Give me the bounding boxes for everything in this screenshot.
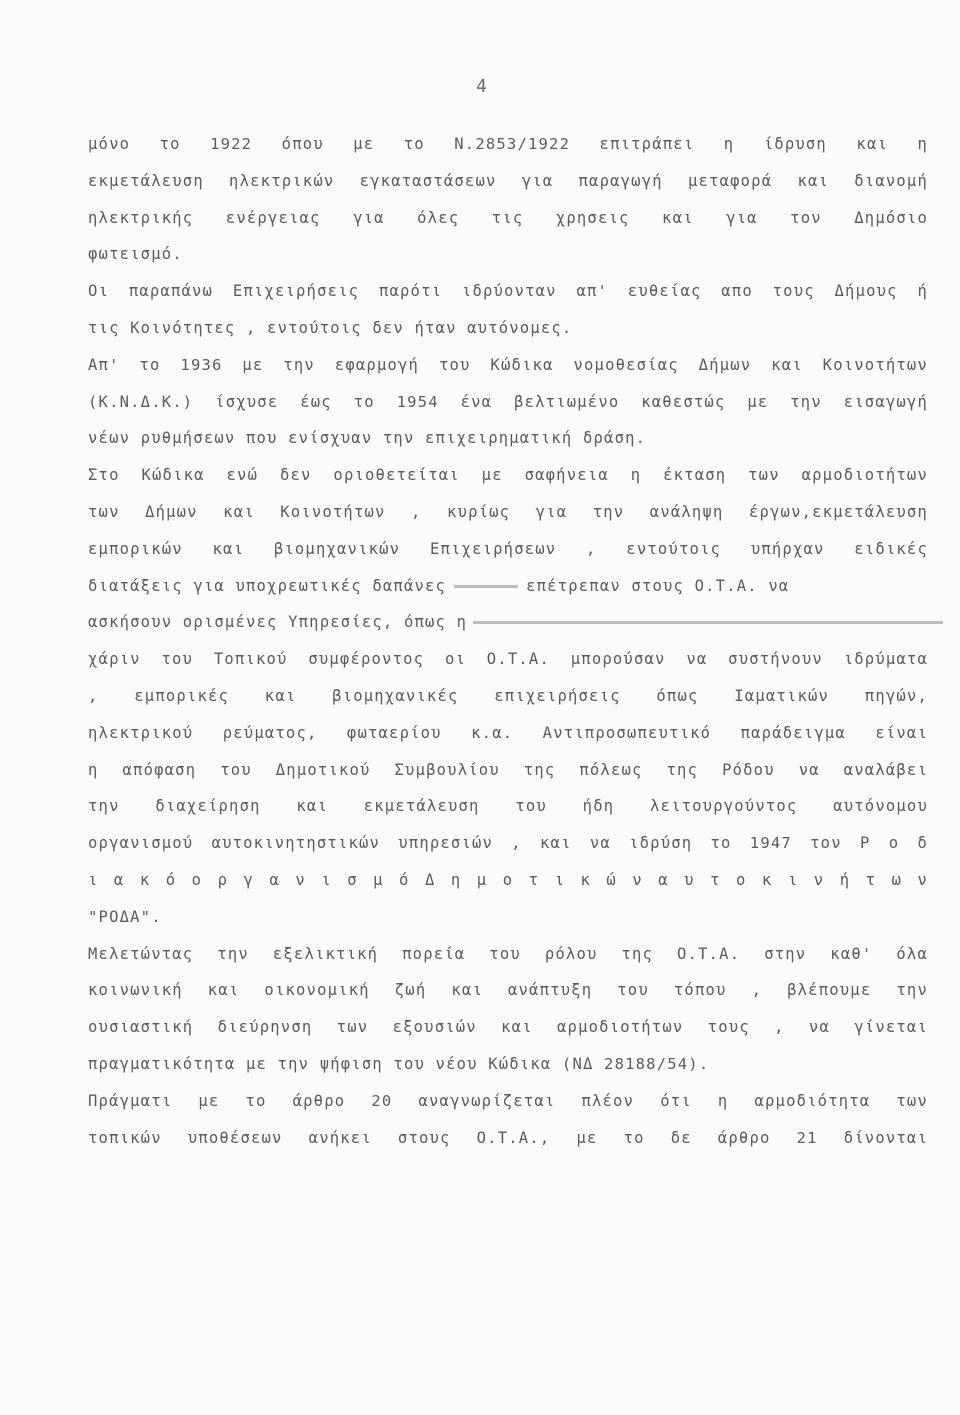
text-line: Μελετώντας την εξελικτική πορεία του ρόλου της Ο.Τ.Α. στην καθ' όλα (88, 944, 928, 963)
text-line: ουσιαστική διεύρηνση των εξουσιών και αρμοδιοτήτων τους , να γίνεται (88, 1018, 928, 1037)
text-line: νέων ρυθμήσεων που ενίσχυαν την επιχειρηματική δράση. (88, 429, 647, 448)
text-line: ηλεκτρικής ενέργειας για όλες τις χρησεις και για τον Δημόσιο (88, 208, 928, 227)
text-line: φωτεισμό. (88, 245, 183, 264)
text-segment: διατάξεις για υποχρεωτικές δαπάνες (88, 576, 447, 595)
page-number: 4 (476, 76, 487, 97)
text-line: ηλεκτρικού ρεύματος, φωταερίου κ.α. Αντιπροσωπευτικό παράδειγμα είναι (88, 723, 928, 742)
redaction-mark (473, 621, 943, 624)
text-line: η απόφαση του Δημοτικού Συμβουλίου της πόλεως της Ρόδου να αναλάβει (88, 760, 928, 779)
redaction-mark (454, 585, 518, 588)
text-line: εκμετάλευση ηλεκτρικών εγκαταστάσεων για παραγωγή μεταφορά και διανομή (88, 171, 928, 190)
text-line: οργανισμού αυτοκινητηστικών υπηρεσιών , και να ιδρύση το 1947 τον Ρ ο δ (88, 834, 928, 853)
text-line: , εμπορικές και βιομηχανικές επιχειρήσεις όπως Ιαματικών πηγών, (88, 686, 928, 705)
text-line: κοινωνική και οικονομική ζωή και ανάπτυξη του τόπου , βλέπουμε την (88, 981, 928, 1000)
text-line: εμπορικών και βιομηχανικών Επιχειρήσεων , εντούτοις υπήρχαν ειδικές (88, 539, 928, 558)
text-line: μόνο το 1922 όπου με το Ν.2853/1922 επιτράπει η ίδρυση και η (88, 135, 928, 153)
text-line (88, 568, 928, 605)
text-line: τις Κοινότητες , εντούτοις δεν ήταν αυτόνομες. (88, 318, 573, 337)
text-segment: ασκήσουν ορισμένες Υπηρεσίες, όπως η (88, 613, 468, 632)
text-line: χάριν του Τοπικού συμφέροντος οι Ο.Τ.Α. μπορούσαν να συστήνουν ιδρύματα (88, 650, 928, 669)
text-line: Πράγματι με το άρθρο 20 αναγνωρίζεται πλέον ότι η αρμοδιότητα των (88, 1091, 928, 1110)
text-line: πραγματικότητα με την ψήφιση του νέου Κώδικα (ΝΔ 28188/54). (88, 1054, 710, 1073)
text-line: Απ' το 1936 με την εφαρμογή του Κώδικα νομοθεσίας Δήμων και Κοινοτήτων (88, 355, 928, 374)
text-line (88, 604, 928, 641)
text-line: των Δήμων και Κοινοτήτων , κυρίως για την ανάληψη έργων,εκμετάλευση (88, 502, 928, 521)
text-line: την διαχείρηση και εκμετάλευση του ήδη λειτουργούντος αυτόνομου (88, 797, 928, 816)
body-text (88, 126, 928, 1156)
text-line: ι α κ ό ο ρ γ α ν ι σ μ ό Δ η μ ο τ ι κ ώ ν α υ τ ο κ ι ν ή τ ω ν (88, 870, 928, 889)
text-line: (Κ.Ν.Δ.Κ.) ίσχυσε έως το 1954 ένα βελτιωμένο καθεστώς με την εισαγωγή (88, 392, 928, 411)
text-line: τοπικών υποθέσεων ανήκει στους Ο.Τ.Α., με το δε άρθρο 21 δίνονται (88, 1128, 928, 1147)
text-line: "ΡΟΔΑ". (88, 907, 162, 926)
text-line: Οι παραπάνω Επιχειρήσεις παρότι ιδρύονταν απ' ευθείας απο τους Δήμους ή (88, 282, 928, 301)
text-line: Στο Κώδικα ενώ δεν οριοθετείται με σαφήνεια η έκταση των αρμοδιοτήτων (88, 466, 928, 485)
text-segment: επέτρεπαν στους Ο.Τ.Α. να (526, 576, 790, 595)
